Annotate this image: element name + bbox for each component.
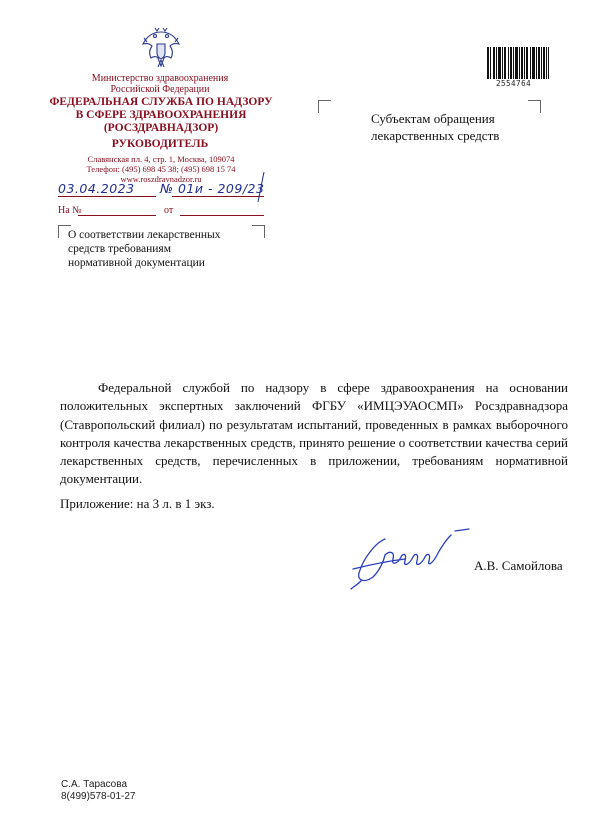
address: Славянская пл. 4, стр. 1, Москва, 109074 xyxy=(87,154,235,164)
subject-line: О соответствии лекарственных xyxy=(68,229,221,241)
barcode-number: 2554764 xyxy=(496,79,532,88)
service-line: (РОСЗДРАВНАДЗОР) xyxy=(103,122,219,134)
phone: Телефон: (495) 698 45 38; (495) 698 15 74 xyxy=(86,164,236,174)
website: www.roszdravnadzor.ru xyxy=(120,174,202,184)
coat-of-arms-icon xyxy=(141,24,181,70)
barcode-icon xyxy=(487,47,549,79)
addressee-corner-left xyxy=(318,100,331,113)
outgoing-date: 03.04.2023 xyxy=(58,181,135,196)
subject-line: средств требованиям xyxy=(68,243,171,255)
executor-block xyxy=(61,779,136,803)
service-name xyxy=(30,96,292,135)
executor-name: С.А. Тарасова xyxy=(61,779,128,790)
outgoing-number: № 01и - 209/23 xyxy=(160,181,265,196)
handwritten-signature xyxy=(345,525,475,593)
subject xyxy=(68,228,221,270)
from-line xyxy=(180,215,264,216)
handwritten-slash xyxy=(250,170,280,204)
body-paragraph: Федеральной службой по надзору в сфере здравоохранения на основании положительных экспертных заключений ФГБУ «ИМЦЭУАОСМП» Росздравнадзора (Ставропольский филиал) по результатам испытаний, проведенных в рамках выборочного контроля качества лекарственных средств, принято решение о соответствии качества серий лекарственных средств, перечисленных в приложении, требованиям нормативной документации. xyxy=(60,380,568,487)
addressee-line: лекарственных средств xyxy=(371,128,500,143)
date-line xyxy=(58,196,156,197)
signer-name: А.В. Самойлова xyxy=(474,558,563,573)
reply-to-label: На № xyxy=(58,205,82,216)
subject-line: нормативной документации xyxy=(68,257,205,269)
ministry-name xyxy=(60,73,260,95)
contact-block xyxy=(50,154,272,184)
head-title: РУКОВОДИТЕЛЬ xyxy=(111,138,209,150)
ministry-line: Министерство здравоохранения xyxy=(91,73,229,84)
subject-corner-right xyxy=(252,225,265,238)
ministry-line: Российской Федерации xyxy=(110,84,210,95)
reply-to-line xyxy=(78,215,156,216)
executor-phone: 8(499)578-01-27 xyxy=(61,791,136,802)
addressee-line: Субъектам обращения xyxy=(371,111,495,126)
service-line: В СФЕРЕ ЗДРАВООХРАНЕНИЯ xyxy=(75,109,247,121)
addressee-corner-right xyxy=(528,100,541,113)
appendix-note: Приложение: на 3 л. в 1 экз. xyxy=(60,496,215,511)
service-line: ФЕДЕРАЛЬНАЯ СЛУЖБА ПО НАДЗОРУ xyxy=(49,96,273,108)
addressee xyxy=(371,110,499,144)
from-label: от xyxy=(164,205,174,216)
